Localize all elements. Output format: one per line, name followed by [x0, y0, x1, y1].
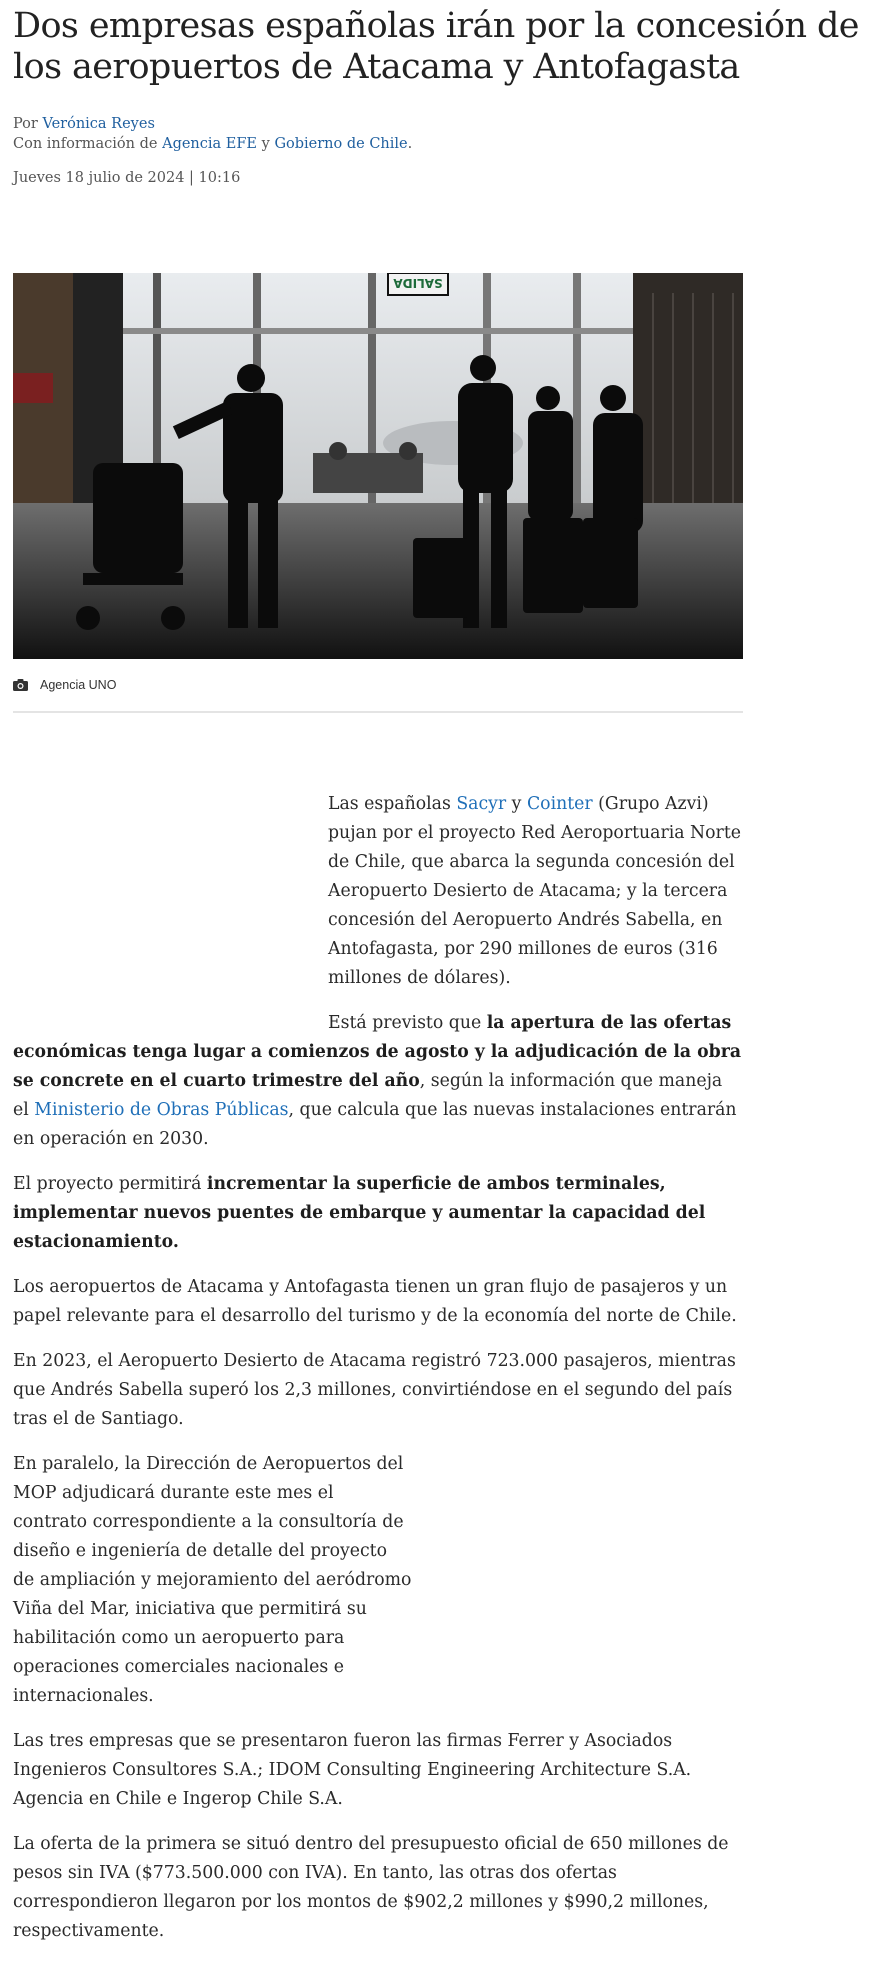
sources-prefix: Con información de: [13, 136, 158, 152]
p1-text-3: (Grupo Azvi) pujan por el proyecto Red Aeroportuaria Norte de Chile, que abarca la segunda concesión del Aeropuerto Desierto de Atacama; y la tercera concesión del Aeropuerto Andrés Sabella, en Antofagasta, por 290 millones de euros (316 millones de dólares).: [328, 794, 741, 988]
link-sacyr[interactable]: Sacyr: [456, 794, 507, 814]
p2-text-2: , según la información que maneja el: [13, 1071, 723, 1120]
article-photo: [13, 273, 743, 659]
p2-text-3: , que calcula que las nuevas instalaciones entrarán en operación en 2030.: [13, 1100, 737, 1149]
sources-line: [13, 134, 883, 154]
photo-caption: [13, 675, 743, 713]
author-link[interactable]: Verónica Reyes: [42, 116, 155, 132]
side-ad-slot: [413, 1450, 743, 1680]
sources-and: y: [261, 136, 270, 152]
p3-bold-1: incrementar la superficie de ambos terminales, implementar nuevos puentes de embarque y aumentar la capacidad del estacionamiento.: [13, 1174, 706, 1252]
p1-text-1: Las españolas: [328, 794, 457, 814]
publish-date: Jueves 18 julio de 2024 | 10:16: [13, 170, 241, 186]
byline-prefix: Por: [13, 116, 38, 132]
paragraph-4: Los aeropuertos de Atacama y Antofagasta tienen un gran flujo de pasajeros y un papel relevante para el desarrollo del turismo y de la economía del norte de Chile.: [13, 1277, 737, 1326]
page-title: Dos empresas españolas irán por la concesión de los aeropuertos de Atacama y Antofagasta: [13, 6, 859, 87]
link-mop[interactable]: Ministerio de Obras Públicas: [34, 1100, 289, 1120]
source-link-gobierno[interactable]: Gobierno de Chile: [274, 136, 408, 152]
salida-sign: SALIDA: [393, 276, 443, 290]
ad-slot: [13, 790, 328, 1026]
p2-bold-1: la apertura de las ofertas económicas tenga lugar a comienzos de agosto y la adjudicación de la obra se concrete en el cuarto trimestre del año: [13, 1013, 742, 1091]
paragraph-7: Las tres empresas que se presentaron fueron las firmas Ferrer y Asociados Ingenieros Consultores S.A.; IDOM Consulting Engineering Architecture S.A. Agencia en Chile e Ingerop Chile S.A.: [13, 1731, 692, 1809]
camera-icon: [13, 679, 28, 694]
paragraph-5: En 2023, el Aeropuerto Desierto de Atacama registró 723.000 pasajeros, mientras que Andrés Sabella superó los 2,3 millones, convirtiéndose en el segundo del país tras el de Santiago.: [13, 1351, 736, 1429]
paragraph-2: [13, 1009, 743, 1154]
link-cointer[interactable]: Cointer: [526, 794, 593, 814]
p1-text-2: y: [506, 794, 527, 814]
author-line: [13, 114, 883, 134]
source-link-efe[interactable]: Agencia EFE: [162, 136, 258, 152]
sources-period: .: [407, 136, 413, 152]
paragraph-6: En paralelo, la Dirección de Aeropuertos del MOP adjudicará durante este mes el contrato correspondiente a la consultoría de diseño e ingeniería de detalle del proyecto de ampliación y mejoramiento del aeródromo Viña del Mar, iniciativa que permitirá su habilitación como un aeropuerto para operaciones comerciales nacionales e internacionales.: [13, 1454, 412, 1706]
paragraph-3: [13, 1170, 743, 1257]
article-body: [13, 790, 743, 1962]
article-container: [13, 0, 883, 1941]
p3-text-1: El proyecto permitirá: [13, 1174, 207, 1194]
photo-credit: Agencia UNO: [40, 678, 117, 692]
paragraph-8: La oferta de la primera se situó dentro del presupuesto oficial de 650 millones de pesos sin IVA ($773.500.000 con IVA). En tanto, las otras dos ofertas correspondieron llegaron por los montos de $902,2 millones y $990,2 millones, respectivamente.: [13, 1834, 729, 1941]
p2-text-1: Está previsto que: [328, 1013, 487, 1033]
byline: [13, 114, 883, 154]
